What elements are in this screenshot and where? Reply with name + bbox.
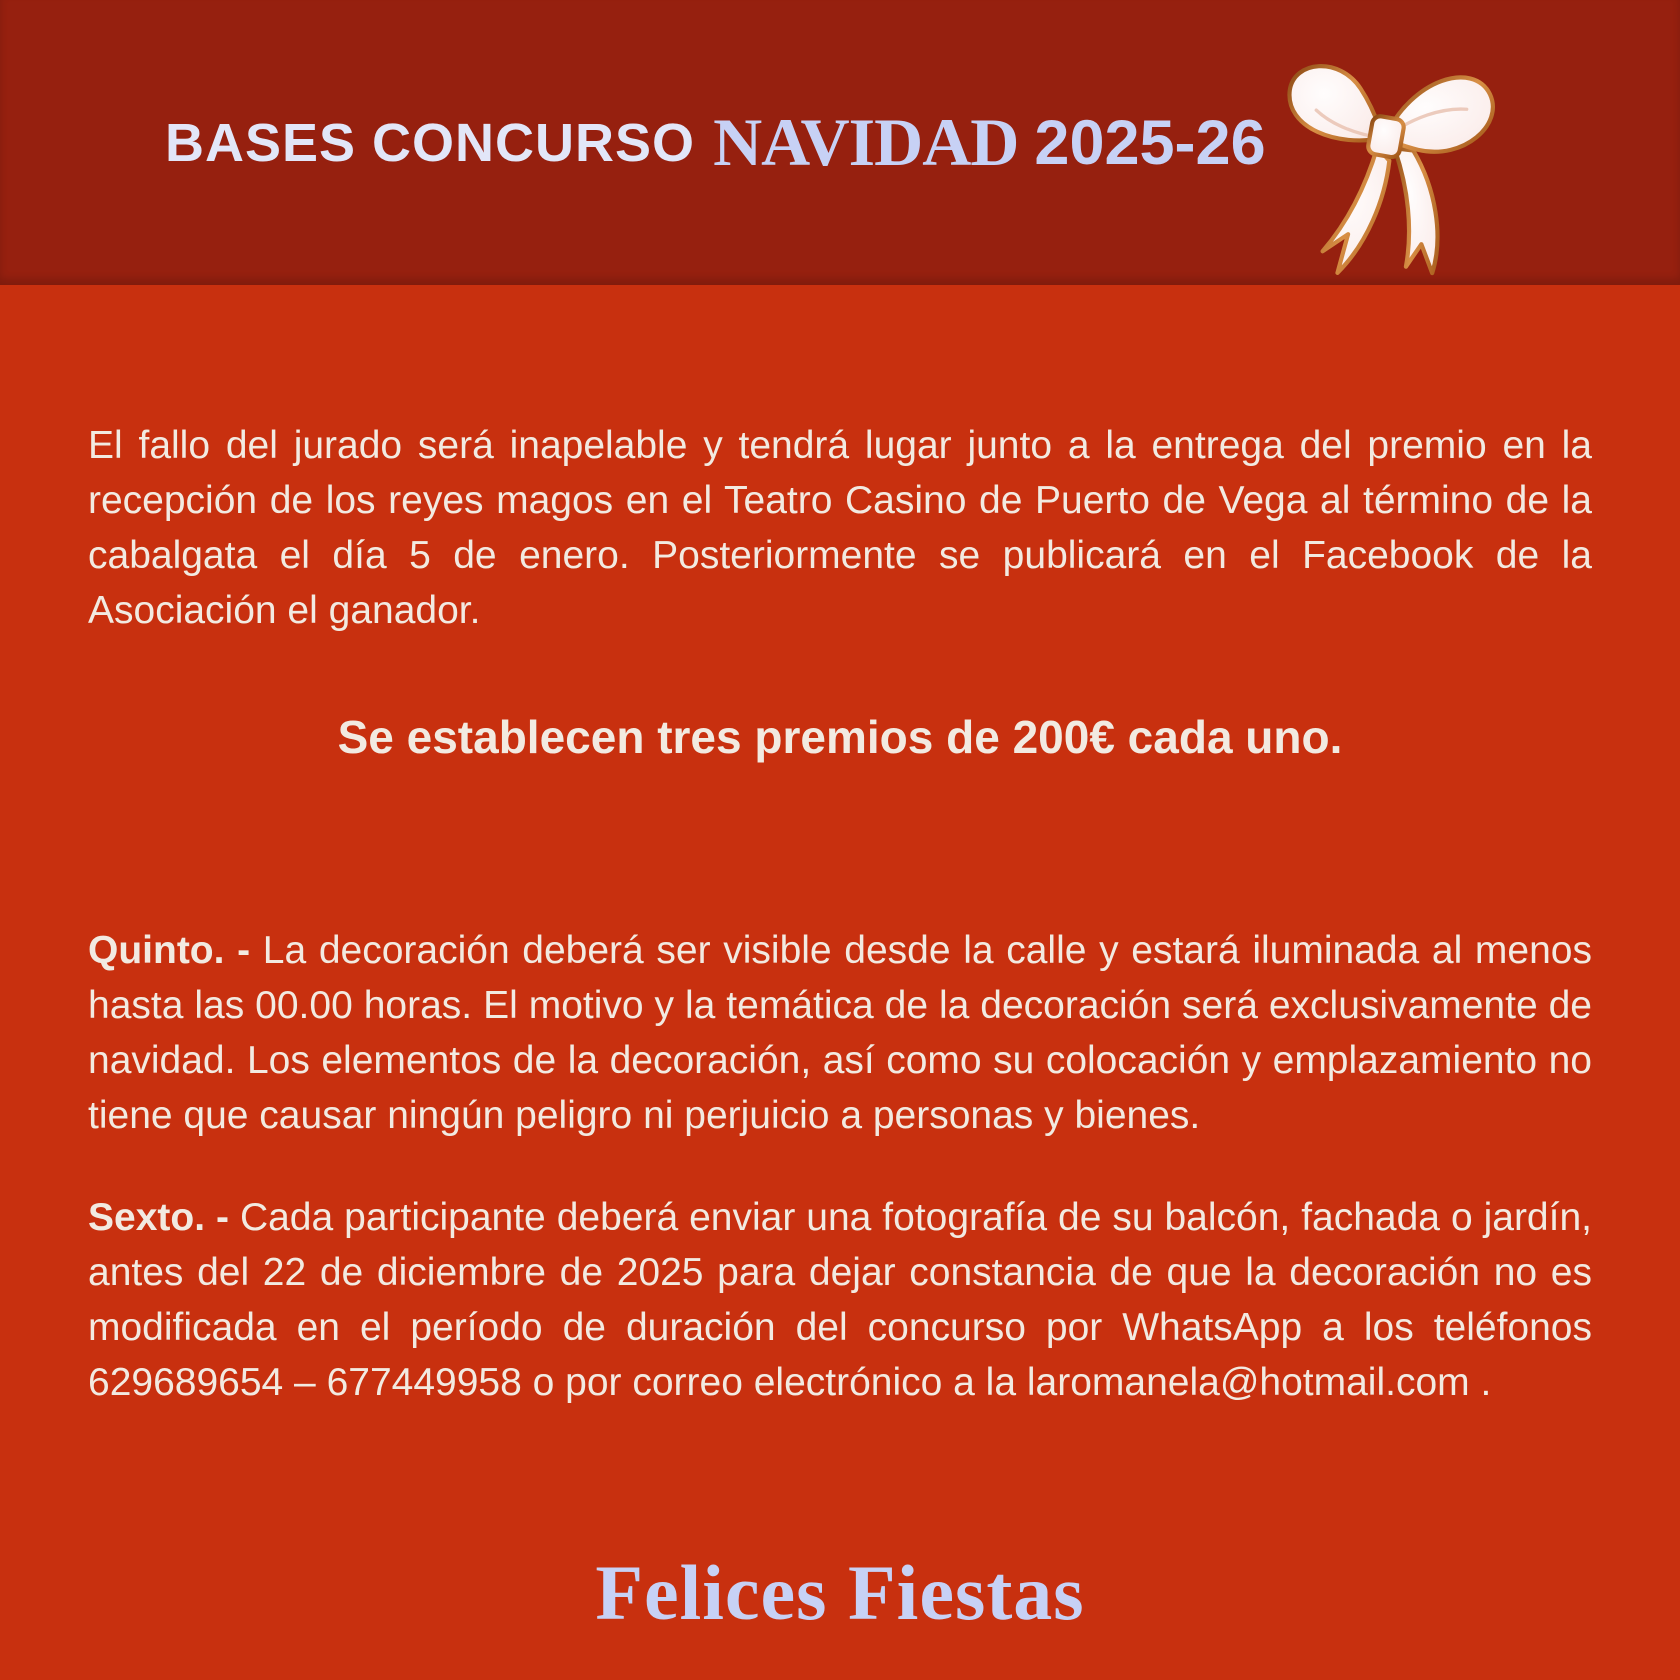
title-navidad: NAVIDAD: [713, 104, 1019, 180]
prizes-headline: Se establecen tres premios de 200€ cada uno.: [337, 711, 1343, 763]
intro-paragraph: El fallo del jurado será inapelable y tendrá lugar junto a la entrega del premio en la recepción de los reyes magos en el Teatro Casino de Puerto de Vega al término de la cabalgata el día 5 de enero. Posteriormente se publicará en el Facebook de la Asociación el ganador.: [88, 424, 1592, 632]
clause-sexto: [88, 1190, 1592, 1410]
clause-sexto-text: Cada participante deberá enviar una fotografía de su balcón, fachada o jardín, antes del 22 de diciembre de 2025 para dejar constancia de que la decoración no es modificada en el período de duración del concurso por WhatsApp a los teléfonos 629689654 – 677449958 o por correo electrónico a la laromanela@hotmail.com .: [88, 1196, 1592, 1404]
title-prefix: BASES CONCURSO: [165, 112, 696, 173]
poster-body: [0, 418, 1680, 1638]
clause-quinto-text: La decoración deberá ser visible desde la calle y estará iluminada al menos hasta las 00.00 horas. El motivo y la temática de la decoración será exclusivamente de navidad. Los elementos de la decoración, así como su colocación y emplazamiento no tiene que causar ningún peligro ni perjuicio a personas y bienes.: [88, 929, 1592, 1137]
clause-quinto: [88, 923, 1592, 1143]
closing-greeting: Felices Fiestas: [595, 1549, 1085, 1636]
clause-quinto-label: Quinto. -: [88, 929, 251, 972]
title-years: 2025-26: [1034, 107, 1266, 178]
clause-sexto-label: Sexto. -: [88, 1196, 229, 1239]
ribbon-bow-icon: [1238, 14, 1528, 282]
page-title: [165, 0, 1266, 285]
header-band: [0, 0, 1680, 285]
